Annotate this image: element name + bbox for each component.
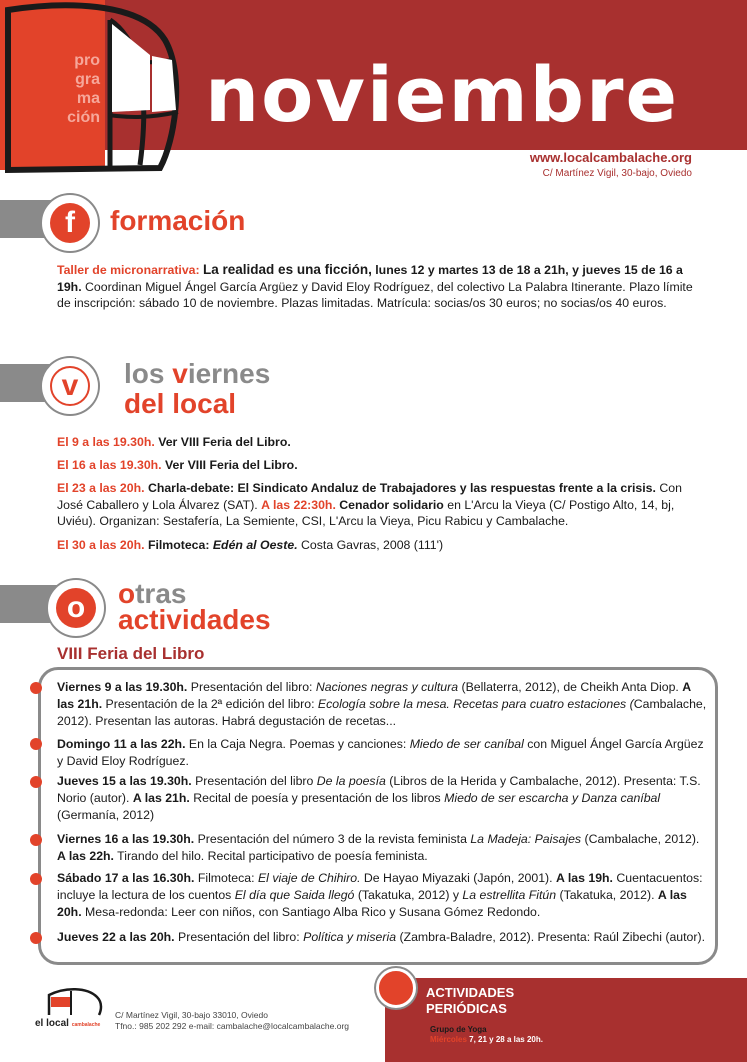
feria-time: A las 22h. (57, 849, 114, 863)
feria-text: Filmoteca: (197, 871, 255, 885)
footer-circle-icon (376, 968, 416, 1008)
bullet-icon (30, 776, 42, 788)
page-title: noviembre (205, 50, 680, 139)
otras-title-part: tras (135, 578, 187, 609)
viernes-item (57, 434, 707, 451)
viernes-date: El 9 a las 19.30h. (57, 435, 155, 449)
yoga-day: Miércoles (430, 1035, 467, 1044)
feria-text: Presentación de la 2ª edición del libro: (105, 697, 315, 711)
formacion-letter-icon: f (50, 203, 90, 243)
feria-item (57, 870, 707, 921)
viernes-text: Ver VIII Feria del Libro. (158, 435, 291, 449)
footer-contact (115, 1010, 349, 1032)
bullet-icon (30, 932, 42, 944)
viernes-text: Con José Caballero y Lola Álvarez (SAT). (57, 481, 682, 512)
viernes-title-part: v (172, 358, 188, 389)
formacion-title: formación (110, 205, 246, 236)
feria-time: A las 20h. (57, 888, 687, 919)
feria-book: El día que Saida llegó (234, 888, 355, 902)
feria-book: Miedo de ser caníbal (409, 737, 524, 751)
feria-book: Naciones negras y cultura (315, 680, 459, 694)
viernes-circle (42, 358, 98, 414)
feria-text: Presentación del libro: (190, 680, 313, 694)
viernes-date: El 23 a las 20h. (57, 481, 145, 495)
feria-text: Presentación del libro (195, 774, 314, 788)
feria-time: A las 21h. (57, 680, 691, 711)
viernes-date: El 30 a las 20h. (57, 538, 145, 552)
formacion-circle (42, 195, 98, 251)
feria-text: Cuentacuentos: incluye la lectura de los cuentos (57, 871, 703, 902)
footer-address: C/ Martínez Vigil, 30-bajo 33010, Oviedo (115, 1010, 268, 1020)
feria-time: A las 21h. (132, 791, 190, 805)
footer-logo-icon (45, 985, 105, 1019)
otras-circle (48, 580, 104, 636)
viernes-item (57, 457, 707, 474)
footer-logo-small: cambalache (71, 1022, 101, 1028)
feria-book: Política y miseria (303, 930, 397, 944)
yoga-title: Grupo de Yoga (430, 1025, 487, 1034)
yoga-dates: 7, 21 y 28 a las 20h. (469, 1035, 543, 1044)
feria-time: A las 19h. (556, 871, 613, 885)
viernes-title-line2: del local (124, 388, 237, 419)
feria-item (57, 831, 707, 865)
prog-word: ma (76, 90, 100, 107)
taller-dates: lunes 12 y martes 13 de 18 a 21h, y jueves 15 de 16 a 19h. (57, 263, 683, 294)
prog-word: gra (75, 71, 100, 88)
viernes-item (57, 480, 707, 530)
viernes-charla: Charla-debate: El Sindicato Andaluz de Trabajadores y las respuestas frente a la crisis. (147, 481, 656, 495)
header-address: C/ Martínez Vigil, 30-bajo, Oviedo (542, 168, 692, 179)
formacion-text (57, 262, 707, 312)
feria-text: Recital de poesía y presentación de los libros (193, 791, 441, 805)
taller-label: Taller de micronarrativa: (57, 263, 200, 277)
feria-item (57, 736, 707, 770)
feria-date: Jueves 15 a las 19.30h. (57, 774, 192, 788)
viernes-title-part: iernes (187, 358, 271, 389)
feria-item (57, 679, 707, 730)
feria-date: Viernes 9 a las 19.30h. (57, 680, 188, 694)
bullet-icon (30, 873, 42, 885)
footer-logo-name: el local (35, 1018, 69, 1029)
feria-book: La Madeja: Paisajes (470, 832, 582, 846)
viernes-title-part: los (124, 358, 173, 389)
viernes-text: Ver VIII Feria del Libro. (165, 458, 298, 472)
feria-item (57, 929, 707, 946)
viernes-item (57, 537, 707, 554)
feria-text: Tirando del hilo. Recital participativo de poesía feminista. (117, 849, 428, 863)
footer-activities-line: PERIÓDICAS (426, 1001, 507, 1016)
viernes-filmoteca: Filmoteca: (147, 538, 210, 552)
feria-text: Cambalache, 2012). Presentan las autoras. Habrá degustación de recetas... (57, 697, 707, 728)
feria-date: Jueves 22 a las 20h. (57, 930, 175, 944)
feria-text: Mesa-redonda: Leer con niños, con Santiago Alba Rico y Susana Gómez Redondo. (85, 905, 541, 919)
feria-text: (Bellaterra, 2012), de Cheikh Anta Diop. (461, 680, 679, 694)
feria-text: En la Caja Negra. Poemas y canciones: (188, 737, 407, 751)
viernes-cenador: Cenador solidario (339, 497, 444, 512)
feria-text: (Germanía, 2012) (57, 808, 155, 822)
footer-phone-email: Tfno.: 985 202 292 e-mail: cambalache@localcambalache.org (115, 1021, 350, 1031)
feria-book: De la poesía (316, 774, 386, 788)
footer-activities-line: ACTIVIDADES (426, 985, 515, 1000)
feria-text: Presentación del número 3 de la revista feminista (197, 832, 467, 846)
feria-book: Ecología sobre la mesa. Recetas para cuatro estaciones ( (317, 697, 634, 711)
website-link[interactable]: www.localcambalache.org (529, 150, 692, 165)
viernes-date: El 16 a las 19.30h. (57, 458, 162, 472)
feria-text: (Libros de la Herida y Cambalache, 2012). Presenta: T.S. Norio (autor). (57, 774, 701, 805)
otras-letter-icon: o (56, 588, 96, 628)
feria-text: (Zambra-Baladre, 2012). Presenta: Raúl Zibechi (autor). (399, 930, 705, 944)
feria-text: (Cambalache, 2012). (584, 832, 700, 846)
feria-book: El viaje de Chihiro. (257, 871, 361, 885)
viernes-letter-icon: v (50, 366, 90, 406)
viernes-time: A las 22:30h. (261, 497, 336, 512)
viernes-text: en L'Arcu la Vieya (C/ Postigo Alto, 14, bj, Uviéu). Organizan: Sestafería, La Semiente, CSI, L'Arcu la Vieya, Picu Rabicu y Cambalache. (57, 497, 675, 528)
bullet-icon (30, 738, 42, 750)
feria-item (57, 773, 707, 824)
footer-yoga (430, 1025, 543, 1045)
viernes-film-title: Edén al Oeste. (212, 538, 298, 552)
feria-text: (Takatuka, 2012) y (357, 888, 459, 902)
otras-title-line2: actividades (118, 604, 271, 635)
prog-word: ción (67, 109, 100, 126)
otras-title-part: o (118, 578, 136, 609)
feria-date: Domingo 11 a las 22h. (57, 737, 186, 751)
feria-book: La estrellita Fitún (462, 888, 557, 902)
feria-text: Presentación del libro: (178, 930, 300, 944)
taller-title: La realidad es una ficción, (203, 262, 372, 277)
bullet-icon (30, 834, 42, 846)
footer-activities-title (426, 985, 514, 1017)
feria-date: Viernes 16 a las 19.30h. (57, 832, 195, 846)
bullet-icon (30, 682, 42, 694)
footer-logo-text (35, 1018, 100, 1029)
feria-text: De Hayao Miyazaki (Japón, 2001). (363, 871, 553, 885)
feria-title: VIII Feria del Libro (57, 644, 205, 663)
feria-date: Sábado 17 a las 16.30h. (57, 871, 195, 885)
feria-text: (Takatuka, 2012). (559, 888, 655, 902)
viernes-title-line1 (124, 358, 270, 390)
taller-description: Coordinan Miguel Ángel García Argüez y David Eloy Rodríguez, del colectivo La Palabra Itinerante. Plazo límite de inscripción: sábado 10 de noviembre. Plazas limitadas. Matrícula: socias/os 30 euros; no socias/os 40 euros. (57, 279, 693, 310)
viernes-text: Costa Gavras, 2008 (111') (301, 538, 444, 552)
feria-text: con Miguel Ángel García Argüez y David Eloy Rodríguez. (57, 737, 704, 768)
prog-word: pro (74, 52, 100, 69)
feria-book: Miedo de ser escarcha y Danza caníbal (444, 791, 661, 805)
